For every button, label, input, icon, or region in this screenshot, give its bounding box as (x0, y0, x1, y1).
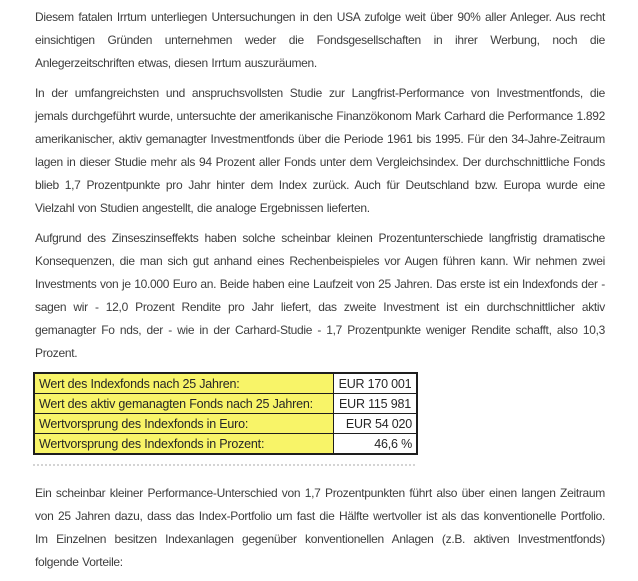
row-value-indexfonds-wert: EUR 170 001 (334, 373, 418, 394)
row-value-vorsprung-euro: EUR 54 020 (334, 414, 418, 434)
calculation-table-body (34, 373, 417, 454)
table-row (34, 434, 417, 455)
row-label-vorsprung-euro: Wertvorsprung des Indexfonds in Euro: (34, 414, 334, 434)
table-row (34, 414, 417, 434)
row-label-aktivfonds-wert: Wert des aktiv gemanagten Fonds nach 25 Jahren: (34, 394, 334, 414)
paragraph-conclusion: Ein scheinbar kleiner Performance-Unterschied von 1,7 Prozentpunkten führt also über einen langen Zeitraum von 25 Jahren dazu, dass das Index-Portfolio um fast die Hälfte wertvoller ist als das konventionelle Portfolio. Im Einzelnen besitzen Indexanlagen gegenüber konventionellen Anlagen (z.B. aktiven Investmentfonds) folgende Vorteile: (35, 486, 605, 569)
paragraph-carhard-study: In der umfangreichsten und anspruchsvollsten Studie zur Langfrist-Performance von Investmentfonds, die jemals durchgeführt wurde, untersuchte der amerikanische Finanzökonom Mark Carhard die Performance 1.892 amerikanischer, aktiv gemanagter Investmentfonds über die Periode 1961 bis 1995. Für den 34-Jahre-Zeitraum lagen in dieser Studie mehr als 94 Prozent aller Fonds unter dem Vergleichsindex. Der durchschnittliche Fonds blieb 1,7 Prozentpunkte pro Jahr hinter dem Index zurück. Auch für Deutschland bzw. Europa wurde eine Vielzahl von Studien angestellt, die analoge Ergebnissen lieferten. (35, 86, 605, 215)
row-label-indexfonds-wert: Wert des Indexfonds nach 25 Jahren: (34, 373, 334, 394)
paragraph-compound-interest-example: Aufgrund des Zinseszinseffekts haben solche scheinbar kleinen Prozentunterschiede langfristig dramatische Konsequenzen, die man sich gut anhand eines Rechenbeispieles vor Augen führen kann. Wir nehmen zwei Investments von je 10.000 Euro an. Beide haben eine Laufzeit von 25 Jahren. Das erste ist ein Indexfonds der - sagen wir - 12,0 Prozent Rendite pro Jahr liefert, das zweite Investment ist ein durchschnittlicher aktiv gemanagter Fo nds, der - wie in der Carhard-Studie - 1,7 Prozentpunkte weniger Rendite schafft, also 10,3 Prozent. (35, 231, 605, 360)
row-label-vorsprung-prozent: Wertvorsprung des Indexfonds in Prozent: (34, 434, 334, 455)
calculation-table (33, 372, 418, 455)
table-row (34, 394, 417, 414)
paragraph-investor-error: Diesem fatalen Irrtum unterliegen Untersuchungen in den USA zufolge weit über 90% aller Anleger. Aus recht einsichtigen Gründen unternehmen weder die Fondsgesellschaften in ihrer Werbung, noch die Anlegerzeitschriften etwas, diesen Irrtum auszuräumen. (35, 10, 605, 70)
row-value-aktivfonds-wert: EUR 115 981 (334, 394, 418, 414)
scan-artifact-line (33, 464, 415, 466)
table-row (34, 373, 417, 394)
row-value-vorsprung-prozent: 46,6 % (334, 434, 418, 455)
